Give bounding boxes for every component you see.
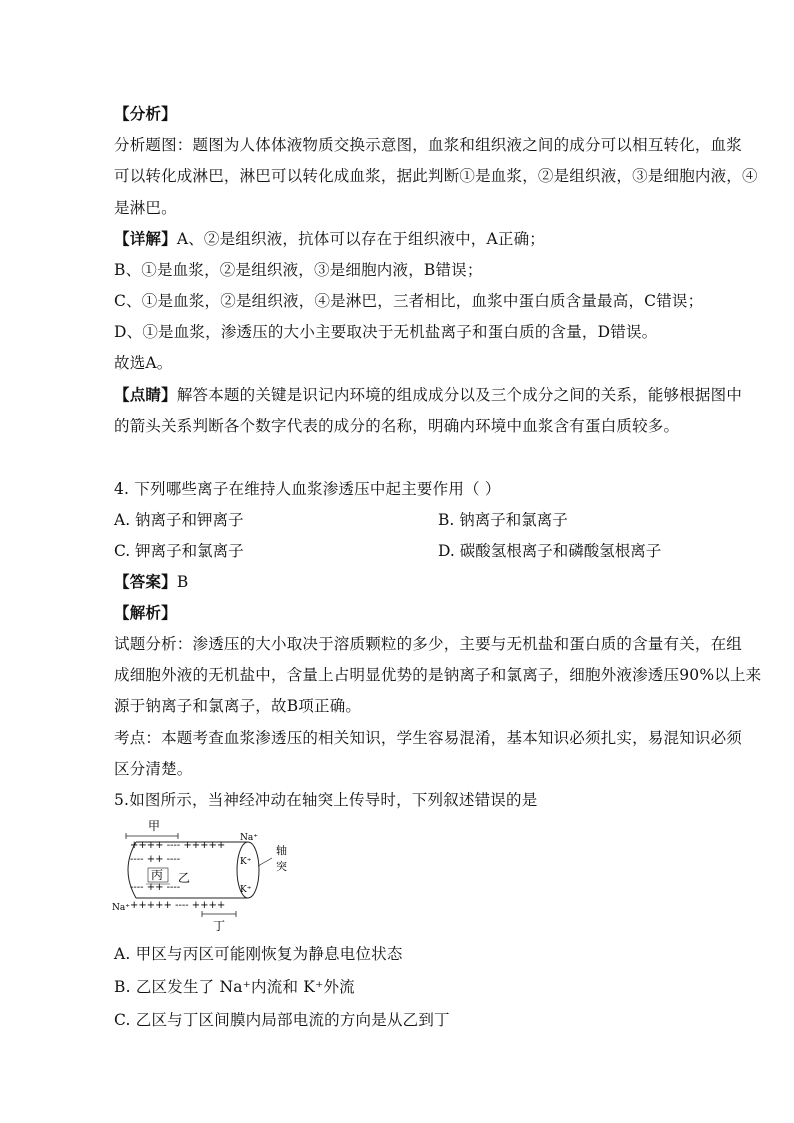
label-jia: 甲 [148,819,161,833]
q4-stem: 4. 下列哪些离子在维持人血浆渗透压中起主要作用（ ） [114,480,501,498]
na-label-bottom: Na⁺ [112,903,130,913]
axon-pointer [258,858,272,866]
detail-line-3: C、①是血浆，②是组织液，④是淋巴，三者相比，血浆中蛋白质含量最高，C错误； [114,292,704,310]
q5-option-b: B. 乙区发生了 Na⁺内流和 K⁺外流 [114,978,355,996]
axon-figure [108,814,308,934]
charge-row-outer-bottom: +++++ ---- ++++ [130,900,226,911]
q4-kaodian-line-1: 考点：本题考查血浆渗透压的相关知识，学生容易混淆，基本知识必须扎实，易混知识必须 [114,729,743,747]
q5-option-a: A. 甲区与丙区可能刚恢复为静息电位状态 [114,945,403,963]
k-label-bottom: K⁺ [240,885,252,895]
q4-option-d: D. 碳酸氢根离子和磷酸氢根离子 [438,542,662,560]
label-ding: 丁 [213,919,226,933]
axon-label-2: 突 [276,860,287,873]
na-label-top: Na⁺ [240,833,258,843]
q4-option-a: A. 钠离子和钾离子 [114,511,244,529]
detail-line-2: B、①是血浆，②是组织液，③是细胞内液，B错误； [114,261,483,279]
q4-explain-heading: 【解析】 [114,603,177,622]
tip-line-1 [114,385,742,405]
analysis-heading: 【分析】 [114,104,177,123]
q4-explain-line-3: 源于钠离子和氯离子，故B项正确。 [114,697,362,715]
q4-answer-heading: 【答案】 [114,572,177,591]
analysis-line-2: 可以转化成淋巴，淋巴可以转化成血浆，据此判断①是血浆，②是组织液，③是细胞内液，④ [114,167,758,185]
analysis-line-1: 分析题图：题图为人体体液物质交换示意图，血浆和组织液之间的成分可以相互转化，血浆 [114,136,743,154]
detail-option-a: A、②是组织液，抗体可以存在于组织液中，A正确； [176,230,546,248]
label-bing: 丙 [151,868,164,882]
charge-row-inner-top: ---- ++ ---- [130,854,181,865]
tip-text-1: 解答本题的关键是识记内环境的组成成分以及三个成分之间的关系，能够根据图中 [176,386,743,404]
analysis-line-3: 是淋巴。 [114,199,177,217]
detail-line-1 [114,229,545,249]
label-yi: 乙 [178,871,191,885]
q4-option-c: C. 钾离子和氯离子 [114,542,244,560]
charge-row-outer-top: ++++ ---- +++++ [130,840,226,851]
k-label-top: K⁺ [240,857,252,867]
q4-explain-line-2: 成细胞外液的无机盐中，含量上占明显优势的是钠离子和氯离子，细胞外液渗透压90%以上来 [114,666,762,684]
detail-conclusion: 故选A。 [114,354,173,372]
tip-line-2: 的箭头关系判断各个数字代表的成分的名称，明确内环境中血浆含有蛋白质较多。 [114,417,680,435]
q4-option-b: B. 钠离子和氯离子 [438,511,568,529]
q4-answer: B [176,573,189,591]
detail-heading: 【详解】 [114,229,177,248]
q5-option-c: C. 乙区与丁区间膜内局部电流的方向是从乙到丁 [114,1011,450,1029]
tip-heading: 【点睛】 [114,385,177,404]
axon-label-1: 轴 [276,844,287,857]
q4-explain-line-1: 试题分析：渗透压的大小取决于溶质颗粒的多少，主要与无机盐和蛋白质的含量有关，在组 [114,635,743,653]
detail-line-4: D、①是血浆，渗透压的大小主要取决于无机盐离子和蛋白质的含量，D错误。 [114,323,658,341]
q4-kaodian-line-2: 区分清楚。 [114,760,193,778]
q4-answer-line [114,572,188,592]
q5-stem: 5.如图所示，当神经冲动在轴突上传导时，下列叙述错误的是 [114,791,538,809]
charge-row-inner-bottom: ---- ++ ---- [130,882,181,893]
